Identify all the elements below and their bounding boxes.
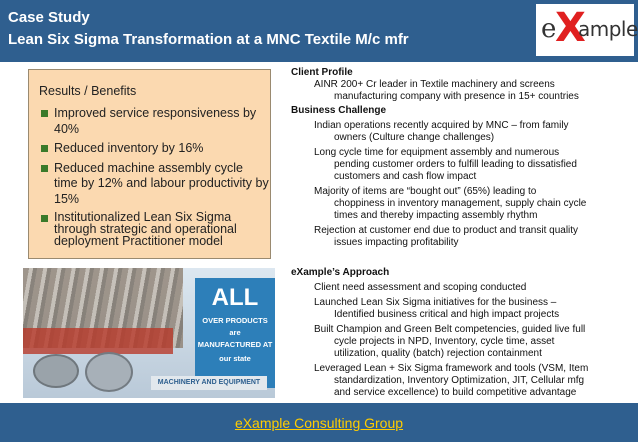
approach-item: Built Champion and Green Belt competencies, guided live full cycle projects in NPD, Inventory, cycle time, asset utilization, quality (batch) rejection containment: [314, 324, 586, 359]
bullet-square-icon: [41, 145, 48, 152]
approach-item: Leveraged Lean + Six Sigma framework and tools (VSM, Item standardization, Inventory Optimization, JIT, Cellular mfg and service excellence) to build competitive advantage: [314, 363, 589, 398]
challenge-item: Long cycle time for equipment assembly and numerous pending customer orders to fulfill leading to dissatisfied customers and cash flow impact: [314, 147, 577, 182]
client-profile-item: AINR 200+ Cr leader in Textile machinery and screens manufacturing company with presence in 15+ countries: [314, 79, 579, 102]
case-details: [291, 67, 621, 399]
case-study-label: Case Study: [8, 9, 90, 26]
approach-heading: eXample’s Approach: [291, 267, 390, 278]
challenge-item: Majority of items are “bought out” (65%) leading to choppiness in inventory management, supply chain cycle times and thereby impacting assembly rhythm: [314, 186, 587, 221]
challenge-item: Indian operations recently acquired by MNC – from family owners (Culture change challenges): [314, 120, 569, 143]
ad-line: OVER PRODUCTS: [202, 316, 268, 325]
logo-x: X: [555, 5, 586, 51]
footer-company-link[interactable]: eXample Consulting Group: [234, 415, 404, 431]
approach-item: Launched Lean Six Sigma initiatives for the business – Identified business critical and high impact projects: [314, 297, 560, 320]
result-item: Reduced machine assembly cycle time by 12% and labour productivity by 15%: [39, 161, 269, 208]
page-title: Lean Six Sigma Transformation at a MNC Textile M/c mfr: [8, 31, 409, 48]
ad-all: ALL: [211, 284, 259, 311]
ad-line: our state: [219, 354, 251, 363]
header-bar: [0, 0, 638, 62]
bullet-square-icon: [41, 215, 48, 222]
approach-item: Client need assessment and scoping conducted: [314, 282, 527, 293]
results-list: [39, 106, 269, 251]
business-challenge-heading: Business Challenge: [291, 105, 387, 116]
ad-line: are: [229, 328, 241, 337]
machinery-ad-image: [23, 268, 275, 398]
footer-bar: [0, 403, 638, 442]
gear-part-icon: [85, 352, 133, 392]
logo-e: e: [541, 14, 557, 44]
results-title: Results / Benefits: [39, 84, 137, 98]
bullet-square-icon: [41, 165, 48, 172]
result-item: Reduced inventory by 16%: [39, 141, 269, 157]
bullet-square-icon: [41, 110, 48, 117]
challenge-item: Rejection at customer end due to product and transit quality issues impacting profitability: [314, 225, 579, 248]
client-profile-heading: Client Profile: [291, 67, 353, 78]
result-item: Institutionalized Lean Six Sigma through strategic and operational deployment Practitioner model: [39, 211, 269, 247]
logo-rest: ample: [578, 17, 638, 41]
results-box: [28, 69, 271, 259]
example-logo: [536, 4, 638, 56]
ad-line: MANUFACTURED AT: [197, 340, 273, 349]
ad-caption: MACHINERY AND EQUIPMENT: [151, 376, 267, 390]
gear-part-icon: [33, 354, 79, 388]
result-item: Improved service responsiveness by 40%: [39, 106, 269, 137]
